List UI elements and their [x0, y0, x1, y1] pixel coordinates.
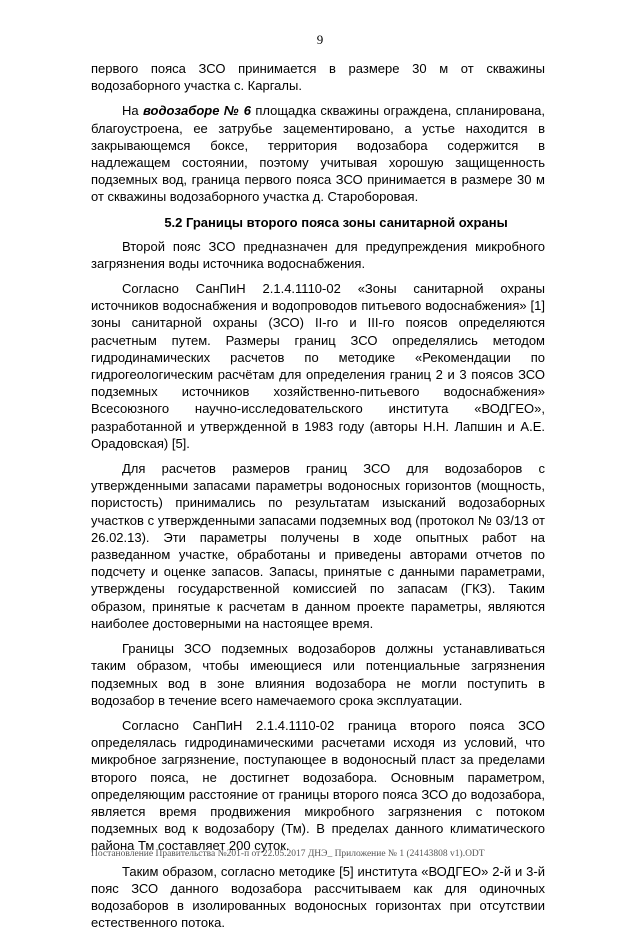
paragraph: первого пояса ЗСО принимается в размере 30 м от скважины водозаборного участка с. Каргалы. — [91, 61, 545, 94]
document-footer: Постановление Правительства №201-п от 22.05.2017 ДНЭ_ Приложение № 1 (24143808 v1).ODT — [91, 849, 485, 859]
page-number: 9 — [316, 32, 324, 47]
paragraph: Согласно СанПиН 2.1.4.1110-02 граница второго пояса ЗСО определялась гидродинамическими расчетами исходя из условий, что микробное загрязнение, поступающее в водоносный пласт за пределами второго пояса, не достигнет водозабора. Основным параметром, определяющим расстояние от границы второго пояса ЗСО до водозабора, является время продвижения микробного загрязнения с потоком подземных вод к водозабору (Тм). В пределах данного климатического района Тм составляет 200 суток. — [91, 717, 545, 854]
paragraph — [91, 102, 545, 205]
emphasis-text: водозаборе № 6 — [142, 103, 251, 119]
paragraph: Таким образом, согласно методике [5] института «ВОДГЕО» 2-й и 3-й пояс ЗСО данного водозабора рассчитываем как для одиночных водозаборов в изолированных водоносных горизонтах при отсутствии естественного потока. — [91, 863, 545, 931]
section-heading: 5.2 Границы второго пояса зоны санитарной охраны — [164, 214, 508, 230]
paragraph: Границы ЗСО подземных водозаборов должны устанавливаться таким образом, чтобы имеющиеся или потенциальные загрязнения подземных вод в зоне влияния водозабора не могли поступить в водозабор в течение всего намечаемого срока эксплуатации. — [91, 641, 545, 708]
paragraph-text: площадка скважины ограждена, спланирована, благоустроена, ее затрубье зацементировано, а устье находится в закрывающемся боксе, территория водозабора содержится в надлежащем состоянии, поэтому учитывая хорошую защищенность подземных вод, граница первого пояса ЗСО принимается в размере 30 м от скважины водозаборного участка д. Староборовая. — [91, 103, 545, 205]
paragraph-text: На — [122, 103, 143, 119]
paragraph: Второй пояс ЗСО предназначен для предупреждения микробного загрязнения воды источника водоснабжения. — [91, 238, 545, 271]
paragraph: Для расчетов размеров границ ЗСО для водозаборов с утвержденными запасами параметры водоносных горизонтов (мощность, пористость) принимались по результатам изысканий водозаборных участков с утвержденными запасами подземных вод (протокол № 03/13 от 26.02.13). Эти параметры получены в ходе опытных работ на разведанном участке, обработаны и приведены авторами отчетов по подсчету и оценке запасов. Запасы, принятые с данными параметрами, утверждены государственной комиссией по запасам (ГКЗ). Таким образом, принятые к расчетам в данном проекте параметры, являются наиболее достоверными на настоящее время. — [91, 461, 545, 631]
document-body — [91, 60, 545, 939]
paragraph: Согласно СанПиН 2.1.4.1110-02 «Зоны санитарной охраны источников водоснабжения и водопроводов питьевого водоснабжения» [1] зоны санитарной охраны (ЗСО) II-го и III-го поясов определяются расчетным путем. Размеры границ ЗСО определялись методом гидродинамических расчетов по методике «Рекомендации по гидрогеологическим расчётам для определения границ 2 и 3 поясов ЗСО подземных источников хозяйственно-питьевого водоснабжения» Всесоюзного научно-исследовательского института «ВОДГЕО», разработанной и утвержденной в 1983 году (авторы Н.Н. Лапшин и А.Е. Орадовская) [5]. — [91, 281, 545, 451]
